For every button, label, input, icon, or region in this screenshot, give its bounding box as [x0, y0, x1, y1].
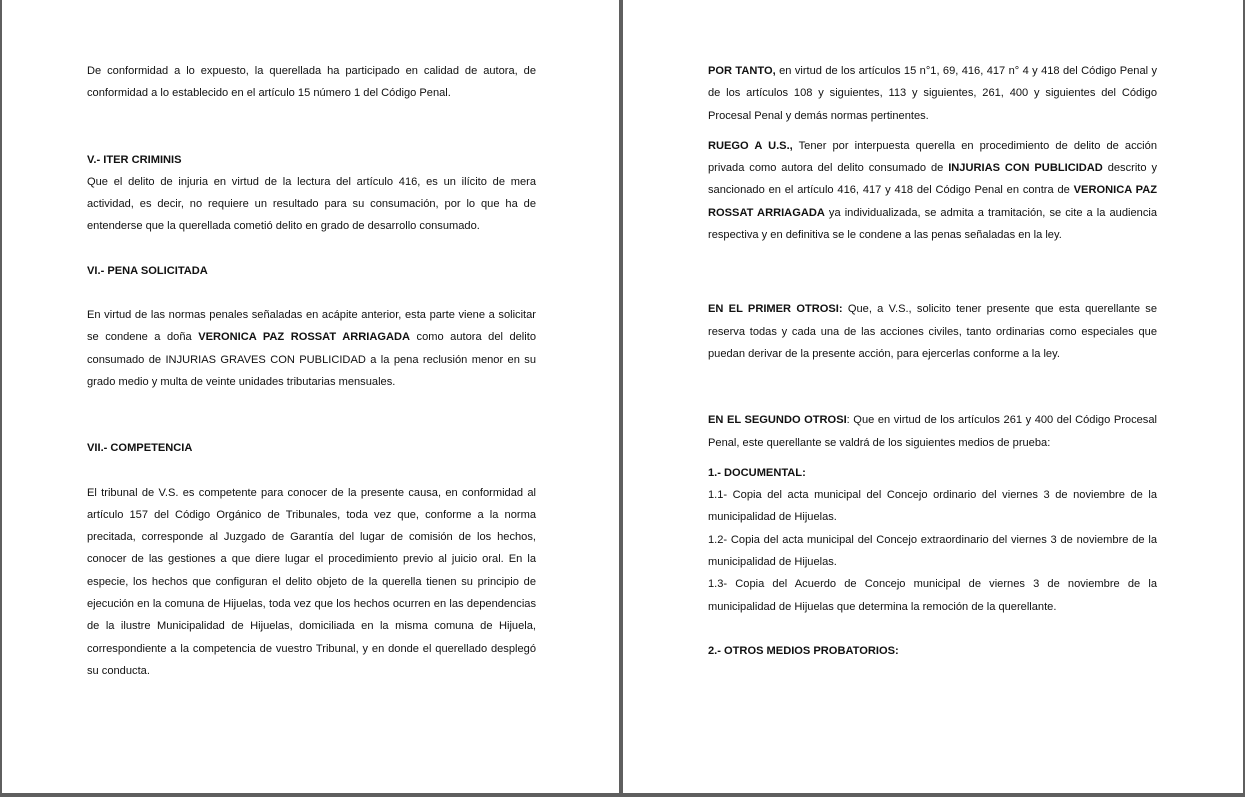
bold-label: POR TANTO, [708, 65, 776, 77]
document-page-right [623, 0, 1243, 793]
document-page-left [2, 0, 619, 793]
defendant-name: VERONICA PAZ ROSSAT ARRIAGADA [708, 184, 1157, 219]
text-segment: como autora del delito consumado de INJURIAS GRAVES CON PUBLICIDAD a la pena reclusión menor en su grado medio y multa de veinte unidades tributarias mensuales. [87, 331, 536, 388]
section-heading: VI.- PENA SOLICITADA [87, 264, 208, 277]
paragraph: Que el delito de injuria en virtud de la lectura del artículo 416, es un ilícito de mera actividad, es decir, no requiere un resultado para su consumación, por lo que ha de entenderse que la querellada cometió delito en grado de desarrollo consumado. [87, 175, 536, 233]
text-segment: : Que en virtud de los artículos 261 y 400 del Código Procesal Penal, este querellante se valdrá de los siguientes medios de prueba: [708, 414, 1157, 449]
bold-label: EN EL SEGUNDO OTROSI [708, 414, 847, 427]
text-segment: Tener por interpuesta querella en procedimiento de delito de acción privada como autora del delito consumado de [708, 139, 1157, 175]
evidence-item: 1.1- Copia del acta municipal del Concejo ordinario del viernes 3 de noviembre de la municipalidad de Hijuelas. [708, 489, 1157, 524]
page-content [708, 60, 1157, 662]
crime-name: INJURIAS CON PUBLICIDAD [948, 162, 1103, 175]
section-heading: V.- ITER CRIMINIS [87, 153, 182, 166]
text-segment: descrito y sancionado en el artículo 416, 417 y 418 del Código Penal en contra de [708, 162, 1157, 197]
section-heading: VII.- COMPETENCIA [87, 442, 193, 455]
paragraph [708, 135, 1157, 246]
section-heading: 2.- OTROS MEDIOS PROBATORIOS: [708, 644, 899, 657]
paragraph: De conformidad a lo expuesto, la querellada ha participado en calidad de autora, de conformidad a lo establecido en el artículo 15 número 1 del Código Penal. [87, 65, 536, 100]
paragraph [708, 60, 1157, 127]
section-heading: 1.- DOCUMENTAL: [708, 466, 806, 479]
text-segment: ya individualizada, se admita a tramitación, se cite a la audiencia respectiva y en definitiva se le condene a las penas señaladas en la ley. [708, 206, 1157, 242]
text-segment: en virtud de los artículos 15 n°1, 69, 416, 417 n° 4 y 418 del Código Penal y de los artículos 108 y siguientes, 113 y siguientes, 261, 400 y siguientes del Código Procesal Penal y demás normas pertinentes. [708, 65, 1158, 122]
paragraph [87, 304, 536, 393]
page-content [87, 60, 536, 682]
evidence-item: 1.3- Copia del Acuerdo de Concejo municipal de viernes 3 de noviembre de la municipalidad de Hijuelas que determina la remoción de la querellante. [708, 578, 1157, 613]
defendant-name: VERONICA PAZ ROSSAT ARRIAGADA [198, 331, 411, 344]
paragraph: El tribunal de V.S. es competente para conocer de la presente causa, en conformidad al artículo 157 del Código Orgánico de Tribunales, toda vez que, conforme a la norma precitada, corresponde al Juzgado de Garantía del lugar de comisión de los hechos, conocer de las gestiones a que diere lugar el procedimiento previo al juicio oral. En la especie, los hechos que configuran el delito objeto de la querella tienen su principio de ejecución en la comuna de Hijuelas, toda vez que los hechos ocurren en las dependencias de la ilustre Municipalidad de Hijuelas, domiciliada en la misma comuna de Hijuela, correspondiente a la competencia de vuestro Tribunal, y en donde el querellado desplegó su conducta. [87, 486, 536, 677]
bold-label: EN EL PRIMER OTROSI: [708, 303, 843, 316]
text-segment: Que, a V.S., solicito tener presente que esta querellante se reserva todas y cada una de las acciones civiles, tanto ordinarias como especiales que puedan derivar de la presente acción, para ejercerlas conforme a la ley. [708, 303, 1157, 360]
bold-label: RUEGO A U.S., [708, 139, 793, 152]
paragraph [708, 409, 1157, 454]
paragraph [708, 298, 1157, 365]
text-segment: En virtud de las normas penales señaladas en acápite anterior, esta parte viene a solicitar se condene a doña [87, 309, 536, 344]
evidence-item: 1.2- Copia del acta municipal del Concejo extraordinario del viernes 3 de noviembre de la municipalidad de Hijuelas. [708, 533, 1157, 569]
